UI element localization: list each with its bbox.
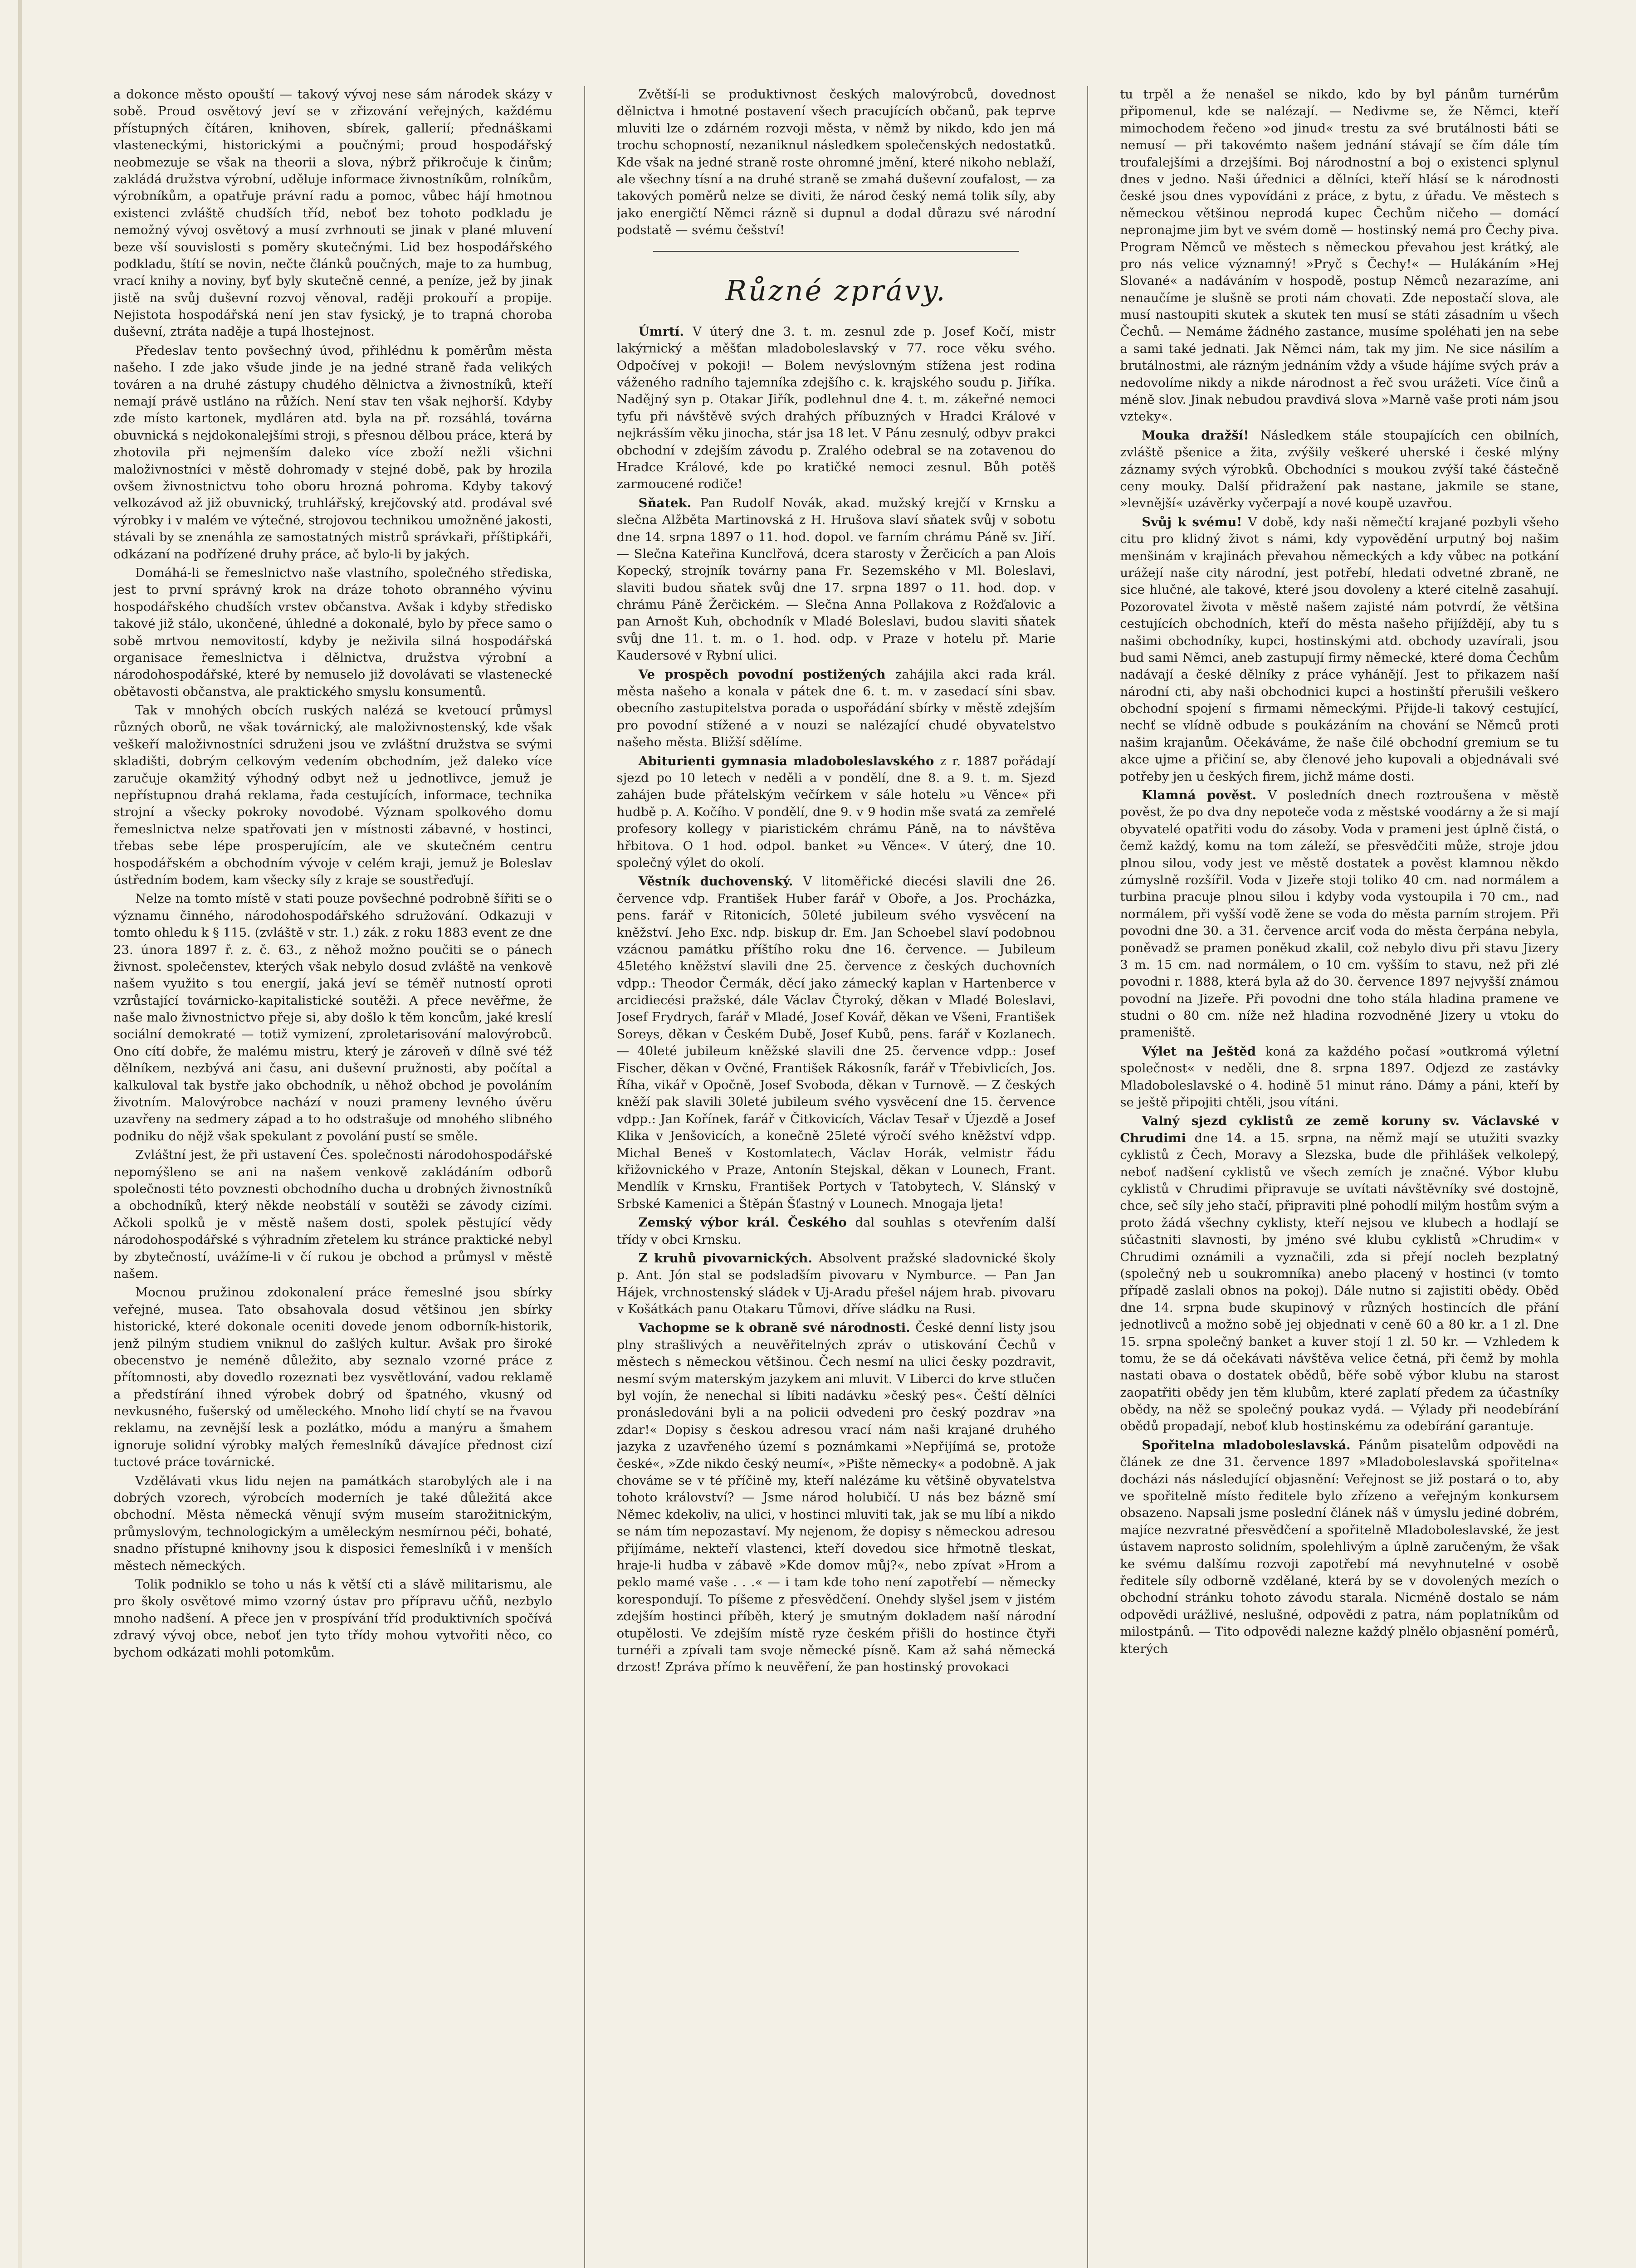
news-item-headline: Vachopme se k obraně své národnosti. [638,1320,916,1335]
column1-text: Nelze na tomto místě v stati pouze povšechné podrobně šířiti se o významu činného, národohospodářského sdružování. Odkazuji v tomto ohledu k § 115. (zvláště v str. 1.) zák. z roku 1883 event ze dne 23. února 1897 ř. z. č. 63., z něhož možno poučiti se o pánech živnost. společenstev, kterých však nebylo dosud zvláště na venkově našem využito s tou energií, jaká jeví se téměř nutností oproti vzrůstající továrnicko-kapitalistické soutěži. A přece nevěřme, že naše malo živnostnictvo přeje si, aby došlo k těm koncům, jaké kreslí sociální demokraté — totiž vymizení, zproletarisování malovýrobců. Ono cítí dobře, že malému mistru, který je zároveň v dílně své též dělníkem, nezbývá ani času, ani duševní pružnosti, aby počítal a kalkuloval tak bystře jako obchodník, u něhož obchod je povoláním životním. Malovýrobce nachází v nouzi prameny levného úvěru uzavřeny na sedmery západ a to ho odstrašuje od mnohého slibného podniku do nějž však spekulant z povolání pustí se směle. [113,891,552,1144]
news-item-paragraph [617,753,1056,872]
column3-headline: Spořitelna mladoboleslavská. [1142,1437,1358,1452]
column3-headline: Valný sjezd cyklistů ze země koruny sv. Václavské v Chrudimi [1120,1114,1559,1145]
column1-text: Mocnou pružinou zdokonalení práce řemeslné jsou sbírky veřejné, musea. Tato obsahovala dosud většinou jen sbírky historické, které dokonale oceniti dovede jenom odborník-historik, jenž pilným studiem vniknul do zašlých kultur. Avšak pro široké obecenstvo je neméně důležito, aby seznalo vzorné práce z přítomnosti, aby dovedlo rozeznati bez vysvětlování, vadou reklamě a předstírání ihned výrobek dobrý od špatného, vkusný od nevkusného, fušerský od uměleckého. Mnoho lidí chytí se na řvavou reklamu, na zevnější lesk a pozlátko, módu a manýru a šmahem ignoruje solidní výrobky malých řemeslníků dávajíce přednost cizí tuctové práce továrnické. [113,1285,552,1470]
column1-paragraph [113,1147,552,1282]
column2-intro-paragraph [617,86,1056,239]
news-item-headline: Úmrtí. [638,324,693,339]
news-item-paragraph [617,1320,1056,1676]
column3-headline: Svůj k svému! [1142,514,1248,529]
column3-text: Následkem stále stoupajících cen obilních, zvláště pšenice a žita, zvýšily veškeré uherské i české mlýny záznamy svých výrobků. Obchodníci s moukou zvýší také částečně ceny mouky. Další přidražení pak nastane, jakmile se stane, »levnější« uzávěrky vyčerpají a nové koupě uzavřou. [1120,428,1559,511]
column3-text: dne 14. a 15. srpna, na němž mají se utužiti svazky cyklistů z Čech, Moravy a Slezska, bude dle přihlášek velkolepý, neboť nadšení cyklistů ve všech zemích je značné. Výbor klubu cyklistů v Chrudimi připravuje se uvítati návštěvníky své dostojně, chce, seč síly jeho stačí, připraviti plné pohodlí milým hostům svým a proto žádá všechny cyklisty, kteří nejsou ve klubech a hodlají se súčastniti slavnosti, by jménо své klubu cyklistů »Chrudim« v Chrudimi oznámili a vyznačili, zda si přejí nocleh bezplatný (společný neb u soukromníka) anebo placený v hostinci (v tomto případě zaslali obnos na pokoj). Dále nutno si zajistiti obědy. Oběd dne 14. srpna bude skupinový v různých hostincích dle přání jednotlivců a možno sobě jej objednati v ceně 60 a 80 kr. a 1 zl. Dne 15. srpna společný banket a kuver stojí 1 zl. 50 kr. — Vzhledem k tomu, že se dá očekávati návštěva velice četná, při čemž by mohla nastati obava o dostatek obědů, běře sobě výbor klubu na starost zaopatřiti obědy jen těm klubům, které zaplatí předem za účastníky obědy, na něž se společný poukaz vydá. — Výlady při neodebírání obědů propadají, neboť klub hostinskému za odebírání garantuje. [1120,1130,1559,1434]
news-item-paragraph [617,666,1056,751]
column1-paragraph [113,565,552,700]
column1-text: a dokonce město opouští — takový vývoj nese sám národek skázy v sobě. Proud osvětový jeví se v zřizování veřejných, každému přístupných čítáren, knihoven, sbírek, gallerií; přednáškami vlasteneckými, historickými a poučnými; proud hospodářský neobmezuje se však na theorii a slova, nýbrž přikročuje k činům; zakládá družstva výrobní, uděluje informace živnostníkům, rolníkům, výrobníkům, a opatřuje právní radu a pomoc, vůbec hájí hmotnou existenci zvláště chudších tříd, neboť bez tohoto podkladu je nemožný vývoj osvětový a musí zvrhnouti se jinak v plané mluvení beze vší souvislosti s poměry skutečnými. Lid bez hospodářského podkladu, štítí se novin, nečte článků poučných, maje to za humbug, vrací knihy a noviny, byť byly skutečně cenné, a peníze, jež by jinak jistě na svůj duševní rozvoj věnoval, raději prokouří a propije. Nejistota hospodářská není jen stav fysický, je to trapná choroba duševní, ztráta naděje a tupá lhostejnost. [113,87,552,339]
column-2 [617,86,1056,2268]
news-item-text: České denní listy jsou plny strašlivých a neuvěřitelných zpráv o utiskování Čechů v městech s německou většinou. Čech nesmí na ulici česky pozdravit, nesmí svým materským jazykem ani mluvit. V Liberci do krve stlučen byl vojín, že nenechal si líbiti nadávku »český pes«. Čeští dělníci pronásledováni byli a na policii odvedeni pro český pozdrav »na zdar!« Dopisy s českou adresou vrací nám naši krajané druhého jazyka z uzavřeného území s poznámkami »Nepřijímá se, protože české«, »Zde nikdo český neumí«, »Pište německy« a podobně. A jak chováme se v té příčině my, kteří nalézáme ku většině obyvatelstva tohoto království? — Jsme národ holubičí. U nás bez bázně smí Němec kdekoliv, na ulici, v hostinci mluviti tak, jak se mu líbí a nikdo se nám tím nepozastaví. My nejenom, že dopisy s německou adresou přijímáme, nekteří vlastenci, kteří dovedou sice hřmotně tleskat, hraje-li hudba v zábavě »Kde domov můj?«, nebo zpívat »Hrom a peklo mamé vaše . . .« — i tam kde toho není zapotřebí — německy korespondují. To píšeme z přesvědčení. Onehdy slyšel jsem v jistém zdejším hostinci příběh, který je smutným dokladem naší národní otupělosti. Ve zdejším místě ryze českém přišli do hostince čtyři turnéři a zpívali tam svoje německé písně. Kam až sahá německá drzost! Zpráva přímo k neuvěření, že pan hostinský provokaci [616,1320,1056,1675]
column3-paragraph [1120,1437,1559,1657]
column3-paragraph [1120,1043,1559,1111]
column1-text: Tak v mnohých obcích ruských nalézá se kvetoucí průmysl různých oborů, ne však továrnický, ale maloživnostenský, kde však veškeří maloživnostníci sdruženi jsou ve zvláštní družstva se svými skladišti, dobrým celkovým vedením obchodním, jež daleko více zaručuje okamžitý výhodný odbyt než u jednotlivce, jemuž je nepřístupnou drahá reklama, řada cestujících, informace, technika strojní a všecky pokroky novodobé. Význam spolkového domu řemeslnictva nelze spatřovati jen v místnosti zábavné, v hostinci, třebas sebe lépe prosperujícím, ale ve skutečném centru hospodářském a obchodním vývoje v celém kraji, jemuž je Boleslav ústředním bodem, kam všecky síly z kraje se soustřeďují. [113,703,552,887]
column3-text: V posledních dnech roztroušena v městě pověst, že po dva dny nepoteče voda z městské voodárny a že si mají obyvatelé opatřiti vodu do zásoby. Voda v prameni jest úplně čistá, o čemž každý, komu na tom záleží, se přesvědčiti může, stroje jdou plnou silou, vody jest ve městě dostatek a pověst klamnou někdo zúmyslně rozšířil. Voda v Jizeře stoji toliko 40 cm. nad normálem a turbina pracuje plnou silou i kdyby voda vystoupila i 70 cm., nad normálem, při vyšší vodě žene se voda do města parním strojem. Při povodni dne 30. a 31. července arciť voda do města čerpána nebyla, poněvadž se pramen poněkud zkalil, což nebylo divu při stavu Jizery 3 m. 15 cm. nad normálem, o 10 cm. vyšším to stavu, než při zlé povodni r. 1888, která byla až do 30. července 1897 nejvyšší známou povodní na Jizeře. Při povodni dne toho stála hladina pramene ve studni o 80 cm. níže než hladina rozvodněné Jizery u vtoku do prameniště. [1120,788,1559,1040]
news-item-headline: Sňatek. [638,495,700,510]
news-item-headline: Z kruhů pivovarnických. [638,1251,819,1266]
news-item-paragraph [617,1214,1056,1248]
news-item-text: Absolvent pražské sladovnické školy p. Ant. Jón stal se podsladším pivovaru v Nymburce. — Pan Jan Hájek, vrchnostenský sládek v Uj-Aradu přešel nájem hrab. pivovaru v Košátkách panu Otakaru Tůmovi, dříve sládku na Rusi. [616,1251,1056,1317]
column1-text: Vzdělávati vkus lidu nejen na památkách starobylých ale i na dobrých vzorech, výrobcích moderních je také důležitá akce obchodní. Města německá věnují svým museím starožitnickým, průmyslovým, technologickým a uměleckým nesmírnou péči, bohaté, snadno přístupné knihovny jsou k disposici řemeslníků i v menších městech německých. [113,1473,552,1573]
news-item-headline: Abiturienti gymnasia mladoboleslavského [638,753,940,768]
column-divider [584,86,585,2268]
column1-text: Tolik podniklo se toho u nás k větší cti a slávě militarismu, ale pro školy osvětové mimo vzorný ústav pro přípravu učňů, nezbylo mnoho nadšení. A přece jen v prospívání tříd produktivních spočívá zdravý vývoj obce, neboť jen tyto třídy mohou vytvořiti něco, co bychom odkázati mohli potomkům. [113,1577,552,1660]
column3-text: V době, kdy naši němečtí krajané pozbyli všeho citu pro klidný život s námi, kdy vypovědění urputný boj našim menšinám v krajinách převahou německých a kdy vůbec na potkání urážejí naše city národní, jest potřebí, hledati odvetné zbraně, ne sice hlučné, ale takové, které jsou dovoleny a které citelně zasahují. Pozorovatel života v městě našem zajisté nám potvrdí, že většina cestujících obchodních, kteří do města našeho přijíždějí, aby tu s našimi obchodníky, kupci, hostinskými atd. obchody uzavírali, jsou bud sami Němci, aneb zastupují firmy německé, které doma Čechům nadávají a české dělníky z práce vyhánějí. Jest to přikazem naší národní cti, aby naši obchodnici kupci a hostinští přerušili veškero obchodní spojení s firmami německými. Přijde-li takový cestující, nechť se vlídně odbude s poukázáním na chování se Němců proti našim krajanům. Očekáváme, že naše čilé obchodní gremium se tu akce ujme a přičiní se, aby členové jeho kupovali a objednávali své potřeby jen u českých firem, jichž máme dosti. [1120,514,1559,784]
column1-text: Předeslav tento povšechný úvod, přihlédnu k poměrům města našeho. I zde jako všude jinde je na jedné straně řada velikých továren a na druhé zástupy chudého dělnictva a živnostníků, kteří nemají právě ustláno na růžích. Není stav ten však nejhorší. Kdyby zde místo kartonek, mydláren atd. byla na př. rozsáhlá, továrna obuvnická s nejdokonalejšími stroji, s přesnou dělbou práce, která by zhotovila při nejmenším daleko více zboží nežli všichni maloživnostníci v městě dohromady v stejné době, pak by hrozila ovšem živnostnictvu toho oboru hrozná pohroma. Kdyby takový velkozávod až již obuvnický, truhlářský, krejčovský atd. prodával své výrobky i v malém ve výtečné, strojovou technikou umožněné jakosti, stávali by se znenáhla ze samostatných mistrů správkaři, příštipkáři, odkázaní na podřízené druhy práce, ač bylo-li by jakých. [113,343,552,562]
column-3 [1120,86,1559,2268]
news-item-paragraph [617,495,1056,665]
column2-intro-text: Zvětší-li se produktivnost českých malovýrobců, dovednost dělnictva i hmotné postavení všech pracujících občanů, pak teprve mluviti lze o zdárném rozvoji města, v němž by nikdo, kdo jen má trochu schopností, nezaniknul následkem společenských nedostatků. Kde však na jedné straně roste ohromné jmění, které nikoho neblaží, ale všechny tísní a na druhé straně se zmahá duševní zoufalost, — za takových poměrů nelze se diviti, že národ český nemá tolik síly, aby jako energičtí Němci rázně si dupnul a dodal důrazu své národní podstatě — svému češství! [616,87,1056,238]
column3-text: Pánům pisatelům odpovědi na článek ze dne 31. července 1897 »Mladoboleslavská spořitelna« docházi nás následující objasnění: Veřejnost se již postará o to, aby ve spořitelně místo ředitele bylo zřízeno a veřejným konkursem obsazeno. Napsali jsme poslední článek náš v úmyslu jediné dobrém, majíce nezvratné přesvědčení a spořitelně Mladoboleslavské, že jest ústavem naprosto solidním, spolehlivým a úplně zaručeným, že však ke svému dalšímu rozvoji zapotřebí má nevyhnutelné v osobě ředitele síly odborně vzdělané, která by se v dovolených mezích o obchodní stránku tohoto závodu starala. Nicméně dostalo se nám odpovědi urážlivé, neslušné, odpovědi z patra, nám poplatníkům od milostpánů. — Tito odpovědi nalezne každý plnělo objasnění pomérů, kterých [1120,1437,1559,1656]
column1-paragraph [113,1284,552,1471]
news-item-text: zahájila akci rada král. města našeho a konala v pátek dne 6. t. m. v zasedací síni sbav. obecního zastupitelstva porada o uspořádání sbírky v městě zdejším pro povodní stížené a v nouzi se nalézající chudé obyvatelstvo našeho města. Bližší sdělíme. [616,667,1056,750]
news-item-text: z r. 1887 pořádají sjezd po 10 letech v neděli a v pondělí, dne 8. a 9. t. m. Sjezd zahájen bude přátelským večírkem v sále hotelu »u Věnce« při hudbě p. A. Kočího. V pondělí, dne 9. v 9 hodin mše svatá za zemřelé profesory kollegy v piaristickém chrámu Páně, na to návštěva hřbitova. O 1 hod. odpol. banket »u Věnce«. V úterý, dne 10. společný výlet do okolí. [616,753,1056,870]
column1-paragraph [113,890,552,1145]
news-item-text: dal souhlas s otevřením další třídy v obci Krnsku. [616,1215,1056,1247]
column1-text: Zvláštní jest, že při ustavení Čes. společnosti národohospodářské nepomýšleno se ani na našem venkově zakládáním odborů společnosti této povznesti obchodního ducha u drobných živnostníků a obchodníků, který někde neobstálí v soutěži se závody cizími. Ačkoli spolků je v městě našem dosti, spolek pěstující vědy národohospodářské s výhradním zřetelem ku stránce praktické nebyl by zbytečností, uvážíme-li v čí rukou je obchod a průmysl v městě našem. [113,1148,552,1281]
column3-headline: Mouka dražší! [1142,428,1260,443]
column3-paragraph [1120,514,1559,785]
column1-paragraph [113,1576,552,1661]
column3-paragraph [1120,86,1559,425]
news-item-paragraph [617,323,1056,493]
news-item-paragraph [617,1250,1056,1318]
news-item-headline: Zemský výbor král. Českého [638,1215,855,1230]
column3-paragraph [1120,787,1559,1041]
news-list [617,323,1056,1676]
section-divider [653,251,1020,252]
article-continuation [617,86,1056,239]
column1-paragraph [113,342,552,563]
page-binding-edge [18,0,22,2268]
column3-headline: Výlet na Ještěd [1142,1044,1265,1059]
column-divider [1087,86,1088,2268]
column3-headline: Klamná pověst. [1142,788,1268,803]
column1-text: Domáhá-li se řemeslnictvo naše vlastního, společného střediska, jest to první správný krok na dráze tohoto obranného vývinu hospodářského chudších vrstev občanstva. Avšak i kdyby středisko takové již stálo, ukončené, úhledné a dokonalé, bylo by přece samo o sobě mrtvou nemovitostí, kdyby je neživila silná hospodářská organisace řemeslnictva i dělnictva, družstva výrobní a národohospodářské, které by nemuselo již dovolávati se vlastenecké obětavosti občanstva, ale praktického smyslu konsumentů. [113,565,552,699]
column3-paragraph [1120,1113,1559,1435]
column1-paragraph [113,702,552,889]
section-title: Různé zprávy. [725,274,947,307]
column-1 [113,86,552,2268]
news-item-paragraph [617,873,1056,1212]
column3-text: tu trpěl a že nenašel se nikdo, kdo by byl pánům turnérům připomenul, kde se nalézají. — Nedivme se, že Němci, kteří mimochodem řečeno »od jinud« trestu za své brutálnosti báti se nemusí — při takovémto našem jednání stávají se čím dále tím troufalejšími a drzejšími. Boj národnostní a boj o existenci splynul dnes v jedno. Naši úřednici a dělníci, kteří hlásí se k národnosti české jsou dnes vypovídáni z práce, z bytu, z úřadu. Ve městech s německou většinou neprodá kupec Čechům ničeho — domácí nepronajme jim byt ve svém domě — hostinský nemá pro Čechy piva. Program Němců ve městech s německou převahou jest krátký, ale pro nás velice významný! »Pryč s Čechy!« — Hulákáním »Hej Slované« a nadáváním v hospodě, postup Němců nezarazíme, ani nenaučíme je slušně se proti nám chovati. Zde nepostačí slova, ale musí nastoupiti skutek a skutek ten musí se státi zásadním u všech Čechů. — Nemáme žádného zastance, musíme spoléhati jen na sebe a sami také jednati. Jak Němci nám, tak my jim. Ne sice násilím a brutálnostmi, ale rázným jednáním vždy a všude hájíme svých práv a nedovolíme nikdy a nikde národnost a řeč svou urážeti. Více činů a méně slov. Jinak nebudou pravdivá slova »Marně vaše proti nám jsou vztekу«. [1120,87,1559,424]
news-item-text: Pan Rudolf Novák, akad. mužský krejčí v Krnsku a slečna Alžběta Martinovská z H. Hrušova slaví sňatek svůj v sobotu dne 14. srpna 1897 o 11. hod. dopol. ve farním chrámu Páně sv. Jiří. — Slečna Kateřina Kunclřová, dcera starosty v Žerčicích a pan Alois Kopecký, strojník továrny pana Fr. Sezemského v Ml. Boleslavi, slaviti budou sňatek svůj dne 17. srpna 1897 o 11. hod. dop. v chrámu Páně Žerčickém. — Slečna Anna Pollakova z Rožďalovic a pan Arnošt Kuh, obchodník v Mladé Boleslavi, budou slaviti sňatek svůj dne 11. t. m. o 1. hod. odp. v Praze v hotelu př. Marie Kaudersové v Rybní ulici. [616,495,1056,663]
news-item-text: V litoměřické diecési slavili dne 26. července vdp. František Huber farář v Obořе, a Jos. Procházka, pens. farář v Ritonicích, 50leté jubileum svého vysvěcení na kněžství. Jeho Exc. ndp. biskup dr. Em. Jan Schoebel slaví podobnou vzácnou památku příštího roku dne 16. července. — Jubileum 45letého kněžství slavili dne 25. července z českých duchovních vdpp.: Theodor Čermák, děcí jako zámecký kaplan v Hartenberce v arcidiecési pražské, dále Václav Čtyroký, děkan v Mladé Boleslavi, Josef Frydrych, farář v Mladé, Josef Kovář, děkan ve Všeni, František Soreys, děkan v Českém Dubě, Josef Kubů, pens. farář v Kozlanech. — 40leté jubileum kněžské slavili dne 25. července vdpp.: Josef Fischer, děkan v Ovčné, František Rákosník, farář v Třebivlicích, Jos. Říha, vikář v Opočně, Josef Svoboda, děkan v Turnově. — Z českých kněží pak slavili 30leté jubileum svého vysvěcení dne 15. července vdpp.: Jan Kořínek, farář v Čitkovicích, Václav Tesař v Újezdě a Josef Klika v Jenšovicích, a konečně 25leté výročí svého kněžství vdpp. Michal Beneš v Kostomlatech, Václav Horák, velmistr řádu křižovnického v Praze, Antonín Stejskal, děkan v Lounech, Frant. Mendlík v Krnsku, František Portych v Tatobytech, V. Slánský v Srbské Kamenici a Štěpán Šťastný v Lounech. Mnogaja ljeta! [616,874,1056,1211]
column1-paragraph [113,1473,552,1574]
column3-text: koná za každého počasí »outkromá výletní společnost« v neděli, dne 8. srpna 1897. Odjezd ze zastávky Mladoboleslavské o 4. hodině 51 minut ráno. Dámy a páni, kteří by se ještě připojiti chtěli, jsou vítáni. [1120,1044,1559,1110]
column1-paragraph [113,86,552,341]
news-item-text: V úterý dne 3. t. m. zesnul zde p. Josef Kočí, mistr lakýrnický a měšťan mladoboleslavský v 77. roce věku svého. Odpočívej v pokoji! — Bolem nevýslovným stížena jest rodina váženého radního tajemníka zdejšího c. k. krajského soudu p. Jiříka. Nadějný syn p. Otakar Jiřík, podlehnul dne 4. t. m. zákeřné nemoci tyfu při návštěvě svých drahých příbuzných v Hradci Králové v nejkrásším věku jinocha, stár jsa 18 let. V Pánu zesnulý, odbyv prakci obchodní v zdejším závodu p. Zralého odebral se na zotavenou do Hradce Králové, kde po kratičké nemoci zesnul. Bůh potěš zarmoucené rodiče! [616,324,1056,492]
news-item-headline: Ve prospěch povodní postižených [638,667,895,682]
column3-paragraph [1120,427,1559,512]
news-item-headline: Věstník duchovenský. [638,874,803,889]
